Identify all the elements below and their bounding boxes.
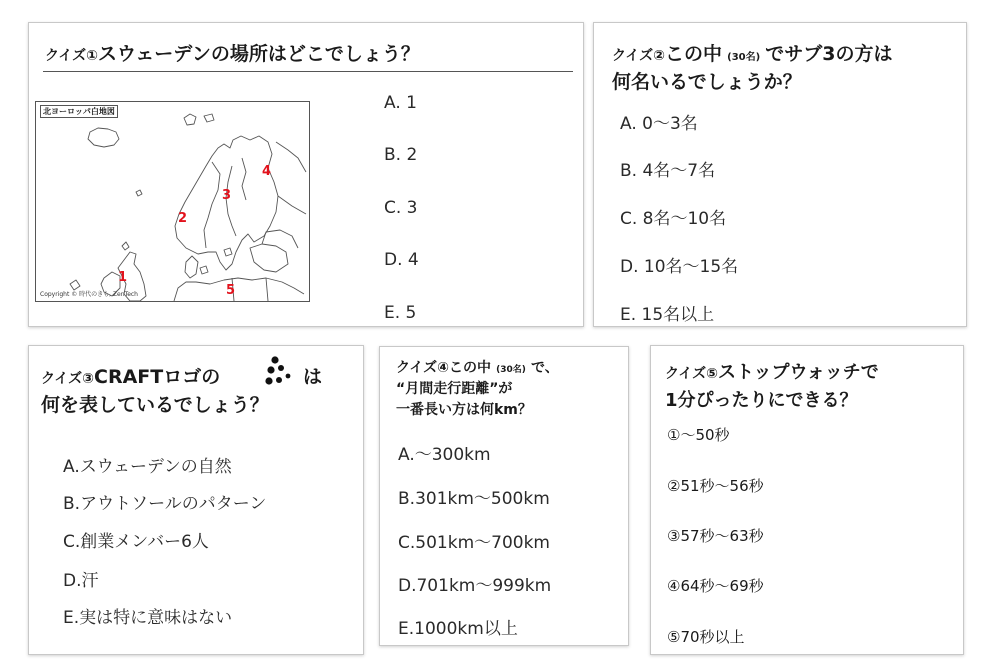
craft-logo-dots-icon [265,356,299,386]
quiz-5-option-1: ①〜50秒 [667,426,730,444]
quiz-5-option-2: ②51秒〜56秒 [667,477,764,495]
quiz-2-option-c: C. 8名〜10名 [620,209,727,229]
quiz-3-prefix: クイズ③ [41,371,95,387]
quiz-card-2 [593,22,967,327]
quiz-3-option-b: B.アウトソールのパターン [63,494,267,514]
map-marker-5: 5 [226,283,236,298]
map-outline [36,102,309,301]
quiz-1-prefix: クイズ① [45,48,99,64]
quiz-2-option-e: E. 15名以上 [620,305,715,325]
quiz-card-3 [28,345,364,655]
quiz-5-option-5: ⑤70秒以上 [667,628,745,646]
quiz-4-question-line1 [396,357,559,377]
quiz-1-question [45,39,420,66]
quiz-2-option-b: B. 4名〜7名 [620,161,716,181]
quiz-3-option-d: D.汗 [63,571,99,591]
quiz-2-option-a: A. 0〜3名 [620,114,698,134]
map-marker-3: 3 [222,188,232,203]
quiz-5-question-line1 [665,358,879,384]
quiz-5-question-line2: 1分ぴったりにできる？ [665,390,858,411]
quiz-3-option-e: E.実は特に意味はない [63,608,233,628]
quiz-4-option-b: B.301km〜500km [398,489,550,509]
quiz-5-option-3: ③57秒〜63秒 [667,527,764,545]
quiz-4-question-line3: 一番長い方は何km？ [396,402,532,418]
quiz-1-option-a: A. 1 [384,93,417,113]
quiz-4-prefix: クイズ④この中 [396,360,492,376]
quiz-1-divider [43,71,573,72]
quiz-4-title-a: で、 [530,360,559,376]
quiz-1-title: スウェーデンの場所はどこでしょう？ [98,43,420,65]
map-title: 北ヨーロッパ白地図 [40,105,118,118]
quiz-1-option-d: D. 4 [384,250,419,270]
north-europe-map [35,101,310,302]
quiz-2-question-line2: 何名いるでしょうか？ [612,71,802,93]
quiz-5-prefix: クイズ⑤ [665,366,719,382]
quiz-2-title-small: (30名) [727,52,761,63]
quiz-1-option-e: E. 5 [384,303,417,323]
quiz-4-option-e: E.1000km以上 [398,619,518,639]
quiz-3-title-a: CRAFTロゴの [94,366,221,388]
quiz-2-option-d: D. 10名〜15名 [620,257,739,277]
quiz-card-1 [28,22,584,327]
quiz-3-question-line2: 何を表しているでしょう？ [41,394,269,416]
quiz-4-title-small: (30名) [496,365,526,375]
quiz-3-option-c: C.創業メンバー6人 [63,532,209,552]
map-marker-1: 1 [118,270,128,285]
quiz-4-option-c: C.501km〜700km [398,533,550,553]
map-marker-4: 4 [262,164,272,179]
quiz-4-option-a: A.〜300km [398,445,491,465]
quiz-2-question-line1 [612,39,893,66]
quiz-1-option-c: C. 3 [384,198,418,218]
quiz-5-option-4: ④64秒〜69秒 [667,577,764,595]
quiz-1-option-b: B. 2 [384,145,418,165]
map-marker-2: 2 [178,211,188,226]
quiz-card-5 [650,345,964,655]
map-copyright: Copyright © 時代のきも, ZenTech [40,291,138,298]
quiz-2-title-b: でサブ3の方は [765,43,893,65]
quiz-4-option-d: D.701km〜999km [398,576,552,596]
quiz-card-4 [379,346,629,646]
quiz-2-prefix: クイズ② [612,48,666,64]
quiz-3-question-line1 [41,362,220,389]
quiz-4-question-line2: “月間走行距離”が [396,381,513,397]
quiz-3-title-b: は [303,366,323,388]
quiz-2-title-a: この中 [665,43,723,65]
quiz-5-title-a: ストップウォッチで [718,362,879,383]
quiz-3-option-a: A.スウェーデンの自然 [63,457,232,477]
